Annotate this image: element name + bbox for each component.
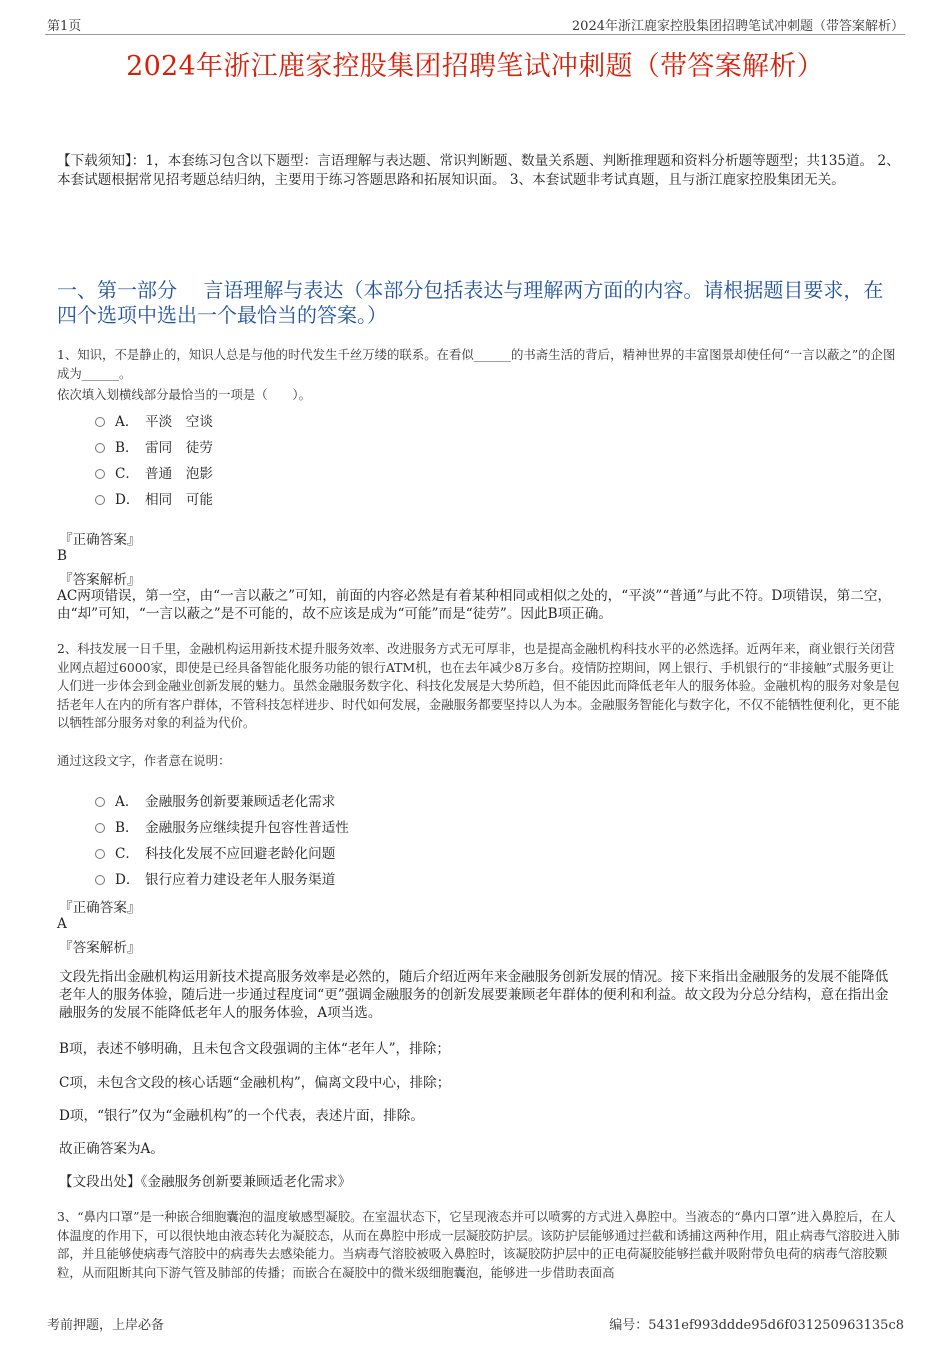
section-heading: 一、第一部分 言语理解与表达（本部分包括表达与理解两方面的内容。请根据题目要求，在四个选项中选出一个最恰当的答案。）: [57, 278, 884, 327]
question-1-answer-label: 『正确答案』: [59, 532, 141, 548]
question-1-analysis-label: 『答案解析』: [59, 572, 141, 588]
header-page-number: 第1页: [47, 19, 82, 34]
question-2-stem: 2、科技发展一日千里，金融机构运用新技术提升服务效率、改进服务方式无可厚非，也是提高金融机构科技水平的必然选择。近两年来，商业银行关闭营业网点超过6000家，即使是已经具备智能化服务功能的银行ATM机，也在去年减少8万多台。疫情防控期间，网上银行、手机银行的“非接触”式服务更让人们进一步体会到金融业创新发展的魅力。虽然金融服务数字化、科技化发展是大势所趋，但不能因此而降低老年人的服务体验。金融机构的服务对象是包括老年人在内的所有客户群体，不管科技怎样进步、时代如何发展，金融服务都要坚持以人为本。金融服务智能化与数字化，不仅不能牺牲便利化，更不能以牺牲部分服务对象的利益为代价。: [57, 641, 900, 731]
question-2-analysis-paragraph: 故正确答案为A。: [59, 1141, 164, 1157]
question-1-answer: B: [57, 548, 67, 564]
question-2-option-b[interactable]: B． 金融服务应继续提升包容性普适性: [95, 816, 349, 836]
footer-document-id: 编号：5431ef993ddde95d6f031250963135c8: [609, 1318, 904, 1333]
question-2-prompt: 通过这段文字，作者意在说明：: [57, 753, 231, 768]
radio-icon[interactable]: [95, 797, 105, 807]
question-1-option-b[interactable]: B． 雷同 徒劳: [95, 436, 213, 456]
radio-icon[interactable]: [95, 417, 105, 427]
radio-icon[interactable]: [95, 469, 105, 479]
radio-icon[interactable]: [95, 823, 105, 833]
footer-slogan: 考前押题，上岸必备: [47, 1318, 165, 1333]
page-title: 2024年浙江鹿家控股集团招聘笔试冲刺题（带答案解析）: [126, 51, 824, 82]
question-2-option-c[interactable]: C． 科技化发展不应回避老龄化问题: [95, 842, 335, 862]
question-2-analysis-paragraph: B项，表述不够明确，且未包含文段强调的主体“老年人”，排除；: [59, 1041, 450, 1057]
question-1-option-c[interactable]: C． 普通 泡影: [95, 462, 213, 482]
question-2-analysis-paragraph: C项，未包含文段的核心话题“金融机构”，偏离文段中心，排除；: [59, 1075, 451, 1091]
radio-icon[interactable]: [95, 443, 105, 453]
question-2-analysis-label: 『答案解析』: [59, 940, 141, 956]
header-divider: [45, 34, 905, 35]
radio-icon[interactable]: [95, 495, 105, 505]
question-2-answer: A: [57, 916, 67, 932]
question-2-option-d[interactable]: D． 银行应着力建设老年人服务渠道: [95, 868, 335, 888]
question-2-option-a[interactable]: A． 金融服务创新要兼顾适老化需求: [95, 790, 335, 810]
question-3-stem: 3、“鼻内口罩”是一种嵌合细胞囊泡的温度敏感型凝胶。在室温状态下，它呈现液态并可以喷雾的方式进入鼻腔中。当液态的“鼻内口罩”进入鼻腔后，在人体温度的作用下，可以很快地由液态转化为凝胶态，从而在鼻腔中形成一层凝胶防护层。该防护层能够通过拦截和诱捕这两种作用，阻止病毒气溶胶进入肺部，并且能够使病毒气溶胶中的病毒失去感染能力。当病毒气溶胶被吸入鼻腔时，该凝胶防护层中的正电荷凝胶能够拦截并吸附带负电荷的病毒气溶胶颗粒，从而阻断其向下游气管及肺部的传播；而嵌合在凝胶中的微米级细胞囊泡，能够进一步借助表面高: [57, 1209, 900, 1280]
question-2-source: 【文段出处】《金融服务创新要兼顾适老化需求》: [59, 1174, 352, 1190]
header-document-title: 2024年浙江鹿家控股集团招聘笔试冲刺题（带答案解析）: [571, 19, 904, 34]
question-2-answer-label: 『正确答案』: [59, 900, 141, 916]
question-1-option-d[interactable]: D． 相同 可能: [95, 488, 213, 508]
question-1-stem: 1、知识，不是静止的，知识人总是与他的时代发生千丝万缕的联系。在看似______的书斋生活的背后，精神世界的丰富图景却使任何“一言以蔽之”的企图成为______。: [57, 347, 896, 381]
question-2-analysis-paragraph: 文段先指出金融机构运用新技术提高服务效率是必然的，随后介绍近两年来金融服务创新发展的情况。接下来指出金融服务的发展不能降低老年人的服务体验，随后进一步通过程度词“更”强调金融服务的创新发展要兼顾老年群体的便利和利益。故文段为分总分结构，意在指出金融服务的发展不能降低老年人的服务体验，A项当选。: [59, 969, 889, 1021]
question-1-analysis: AC两项错误，第一空，由“一言以蔽之”可知，前面的内容必然是有着某种相同或相似之处的，“平淡”“普通”与此不符。D项错误，第二空，由“却”可知，“一言以蔽之”是不可能的，故不应该是成为“可能”而是“徒劳”。因此B项正确。: [57, 588, 892, 622]
question-2-analysis-paragraph: D项，“银行”仅为“金融机构”的一个代表，表述片面，排除。: [59, 1108, 424, 1124]
radio-icon[interactable]: [95, 849, 105, 859]
question-1-prompt: 依次填入划横线部分最恰当的一项是（ ）。: [57, 387, 312, 402]
download-notice: 【下载须知】：1，本套练习包含以下题型：言语理解与表达题、常识判断题、数量关系题、判断推理题和资料分析题等题型；共135道。 2、本套试题根据常见招考题总结归纳，主要用于练习答题思路和拓展知识面。 3、本套试题非考试真题，且与浙江鹿家控股集团无关。: [57, 153, 900, 188]
question-1-option-a[interactable]: A． 平淡 空谈: [95, 410, 213, 430]
radio-icon[interactable]: [95, 875, 105, 885]
